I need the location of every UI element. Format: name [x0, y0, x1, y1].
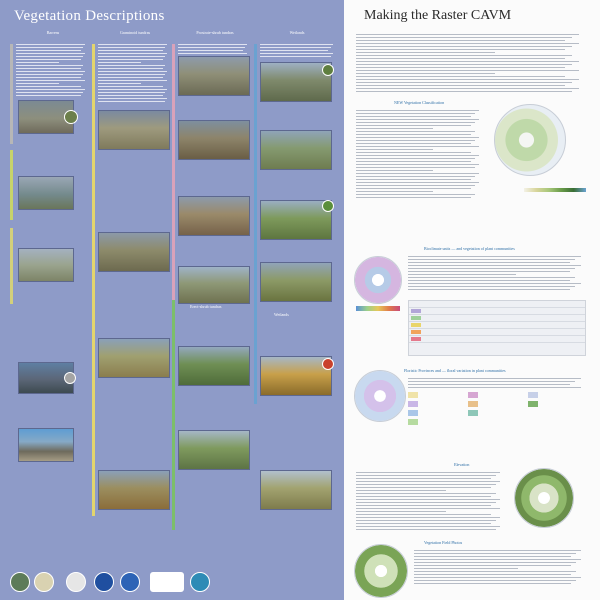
text-line [98, 44, 167, 45]
legend-bar-erect-shrub [172, 300, 175, 530]
photo-graminoid-1 [98, 110, 170, 150]
subtitle-elevation: Elevation [454, 462, 470, 467]
text-line [356, 161, 471, 162]
text-line [356, 125, 471, 126]
text-line [414, 553, 576, 554]
photo-prostrate-1 [178, 56, 250, 96]
inset-plant-3 [322, 64, 334, 76]
text-line [356, 46, 572, 47]
caff-logo-icon [150, 572, 184, 592]
text-line [408, 274, 516, 275]
text-line [414, 562, 576, 563]
text-line [356, 119, 479, 120]
bioclimate-text [408, 256, 588, 292]
photo-erect-shrub-1 [178, 346, 250, 386]
field-photos-map [354, 544, 408, 598]
text-line [356, 185, 475, 186]
photo-barrens-2 [18, 176, 74, 210]
text-line [356, 511, 446, 512]
text-line [16, 80, 85, 81]
text-line [414, 550, 581, 551]
text-line [260, 56, 331, 57]
text-line [408, 256, 581, 257]
subtitle-floristic: Floristic Provinces and — floral variation in plant communities [404, 368, 506, 373]
text-line [356, 79, 579, 80]
text-line [356, 128, 433, 129]
text-line [408, 286, 575, 287]
text-line [356, 91, 572, 92]
legend-bar-wetlands [254, 44, 257, 404]
text-line [408, 259, 575, 260]
text-line [98, 50, 163, 51]
text-line [178, 50, 243, 51]
text-line [356, 170, 433, 171]
text-line [414, 577, 581, 578]
bioclimate-map [354, 256, 402, 304]
text-line [356, 514, 491, 515]
text-line [16, 62, 59, 63]
text-line [356, 37, 572, 38]
text-line [356, 67, 565, 68]
text-line [98, 98, 167, 99]
text-line [356, 520, 496, 521]
text-line [356, 88, 579, 89]
text-line [356, 113, 475, 114]
text-line [356, 116, 471, 117]
text-line [356, 493, 496, 494]
text-line [16, 77, 81, 78]
photo-erect-shrub-2 [178, 430, 250, 470]
text-line [408, 268, 575, 269]
subtitle-classification: NEW Vegetation Classification [394, 100, 445, 105]
text-line [356, 502, 496, 503]
text-line [356, 155, 479, 156]
text-line [260, 47, 331, 48]
legend-bar-graminoid [92, 44, 95, 516]
cavm-map [494, 104, 566, 176]
swatch [528, 392, 538, 398]
elevation-map [514, 468, 574, 528]
text-line [98, 101, 165, 102]
iasc-logo-icon [190, 572, 210, 592]
text-line [356, 131, 475, 132]
text-line [414, 583, 571, 584]
text-line [356, 173, 479, 174]
classification-text [356, 110, 484, 200]
table-row [409, 329, 585, 336]
swatch [411, 330, 421, 334]
swatch [408, 392, 418, 398]
table-row [409, 308, 585, 315]
column-header: Graminoid tundras [119, 30, 151, 35]
text-line [414, 571, 576, 572]
table-row [409, 336, 585, 343]
table-row [409, 315, 585, 322]
text-line [98, 89, 167, 90]
nps-logo-icon [66, 572, 86, 592]
text-line [356, 481, 500, 482]
text-line [356, 64, 572, 65]
text-line [356, 40, 565, 41]
text-line [356, 43, 579, 44]
photo-graminoid-2 [98, 232, 170, 272]
unit-label-wetlands: Wetlands [274, 312, 289, 317]
text-line [260, 50, 328, 51]
text-line [98, 53, 167, 54]
swatch [411, 309, 421, 313]
map-legend-bar [524, 188, 586, 192]
column-header: Prostrate-shrub tundras [196, 30, 234, 35]
legend-bar-b2 [10, 150, 13, 220]
text-line [260, 53, 333, 54]
text-line [98, 74, 165, 75]
photo-prostrate-3 [178, 196, 250, 236]
text-line [414, 580, 576, 581]
swatch [468, 410, 478, 416]
making-raster-cavm-panel [344, 0, 600, 600]
text-line [16, 95, 81, 96]
text-line [178, 44, 247, 45]
text-line [356, 152, 471, 153]
text-line [356, 167, 475, 168]
left-panel-title: Vegetation Descriptions [14, 8, 165, 24]
text-line [98, 59, 163, 60]
text-line [16, 47, 83, 48]
text-line [356, 34, 579, 35]
graminoid-text [98, 44, 170, 104]
text-line [356, 182, 479, 183]
prostrate-text [178, 44, 250, 56]
text-line [356, 188, 471, 189]
sponsor-logos [8, 572, 338, 596]
text-line [356, 197, 471, 198]
column-barrens [14, 30, 92, 37]
text-line [356, 517, 500, 518]
column-graminoid [96, 30, 174, 37]
text-line [16, 83, 59, 84]
text-line [178, 47, 245, 48]
text-line [356, 61, 579, 62]
inset-plant-4 [322, 200, 334, 212]
text-line [178, 53, 247, 54]
swatch [468, 392, 478, 398]
text-line [356, 158, 475, 159]
text-line [98, 83, 141, 84]
text-line [408, 378, 581, 379]
text-line [356, 55, 572, 56]
text-line [408, 384, 570, 385]
table-row [409, 301, 585, 308]
text-line [16, 53, 85, 54]
text-line [356, 85, 565, 86]
text-line [16, 68, 81, 69]
text-line [356, 484, 496, 485]
text-line [356, 73, 495, 74]
barrens-text [16, 44, 88, 98]
text-line [356, 505, 491, 506]
text-line [356, 496, 491, 497]
text-line [356, 526, 500, 527]
text-line [98, 47, 165, 48]
text-line [356, 76, 565, 77]
text-line [356, 149, 433, 150]
column-wetlands [258, 30, 336, 37]
text-line [98, 71, 167, 72]
text-line [408, 277, 575, 278]
photo-barrens-3 [18, 248, 74, 282]
text-line [16, 50, 81, 51]
subtitle-field-photos: Vegetation Field Photos [424, 540, 463, 545]
nsf-logo-icon [120, 572, 140, 592]
photo-mountain [18, 428, 74, 462]
inset-plant-1 [64, 110, 78, 124]
swatch [411, 316, 421, 320]
column-prostrate-shrub [176, 30, 254, 37]
text-line [414, 568, 518, 569]
text-line [98, 95, 163, 96]
text-line [98, 80, 167, 81]
text-line [356, 58, 565, 59]
text-line [16, 86, 81, 87]
text-line [408, 262, 570, 263]
text-line [408, 280, 570, 281]
text-line [356, 164, 479, 165]
text-line [16, 71, 85, 72]
subtitle-bioclimate: Bioclimate units — and vegetation of plant communities [424, 246, 515, 251]
swatch [408, 410, 418, 416]
swatch [468, 401, 478, 407]
text-line [356, 478, 491, 479]
alaska-logo-icon [34, 572, 54, 592]
text-line [414, 556, 571, 557]
text-line [414, 559, 581, 560]
column-header: Wetlands [289, 30, 305, 35]
usf-logo-icon [10, 572, 30, 592]
text-line [356, 191, 433, 192]
text-line [356, 146, 479, 147]
swatch [411, 337, 421, 341]
text-line [356, 134, 471, 135]
inset-plant-2 [64, 372, 76, 384]
text-line [356, 499, 500, 500]
photo-wetlands-6 [260, 470, 332, 510]
text-line [98, 65, 165, 66]
intro-text [356, 34, 588, 94]
bioclimate-table [408, 300, 586, 356]
bioclimate-legend [356, 306, 400, 311]
text-line [16, 65, 83, 66]
text-line [356, 487, 491, 488]
right-panel-title: Making the Raster CAVM [364, 8, 512, 23]
text-line [408, 265, 581, 266]
legend-bar-b3 [10, 228, 13, 304]
text-line [260, 44, 333, 45]
text-line [356, 490, 446, 491]
photo-prostrate-4 [178, 266, 250, 304]
text-line [356, 110, 479, 111]
text-line [16, 92, 83, 93]
text-line [414, 574, 571, 575]
text-line [98, 62, 141, 63]
text-line [16, 89, 85, 90]
text-line [356, 143, 471, 144]
text-line [98, 92, 165, 93]
text-line [408, 289, 570, 290]
text-line [356, 140, 475, 141]
swatch [528, 401, 538, 407]
text-line [408, 381, 575, 382]
text-line [408, 283, 581, 284]
text-line [414, 565, 571, 566]
text-line [356, 52, 495, 53]
floristic-legend [408, 392, 584, 432]
text-line [356, 508, 500, 509]
swatch [408, 419, 418, 425]
photo-wetlands-2 [260, 130, 332, 170]
text-line [356, 70, 579, 71]
text-line [16, 74, 83, 75]
column-header: Barrens [46, 30, 60, 35]
floristic-text [408, 378, 588, 390]
text-line [356, 49, 565, 50]
floristic-map [354, 370, 406, 422]
text-line [98, 56, 165, 57]
text-line [408, 271, 570, 272]
nasa-logo-icon [94, 572, 114, 592]
text-line [98, 68, 163, 69]
text-line [356, 82, 572, 83]
text-line [356, 194, 475, 195]
text-line [98, 77, 163, 78]
swatch [408, 401, 418, 407]
table-row [409, 322, 585, 329]
photo-graminoid-3 [98, 338, 170, 378]
text-line [408, 387, 581, 388]
text-line [356, 529, 496, 530]
elevation-text [356, 472, 506, 532]
swatch [411, 323, 421, 327]
text-line [356, 475, 496, 476]
text-line [98, 86, 163, 87]
text-line [356, 176, 475, 177]
text-line [356, 523, 491, 524]
text-line [356, 472, 500, 473]
text-line [16, 44, 85, 45]
text-line [356, 137, 479, 138]
legend-bar-barrens [10, 44, 13, 144]
wetlands-text [260, 44, 336, 59]
text-line [16, 56, 83, 57]
photo-graminoid-4 [98, 470, 170, 510]
photo-wetlands-4 [260, 262, 332, 302]
field-photos-text [414, 550, 588, 586]
legend-bar-prostrate [172, 44, 175, 304]
text-line [16, 59, 81, 60]
text-line [356, 122, 475, 123]
text-line [356, 179, 471, 180]
inset-plant-5 [322, 358, 334, 370]
photo-prostrate-2 [178, 120, 250, 160]
unit-label-erect-shrub: Erect-shrub tundras [190, 304, 222, 309]
